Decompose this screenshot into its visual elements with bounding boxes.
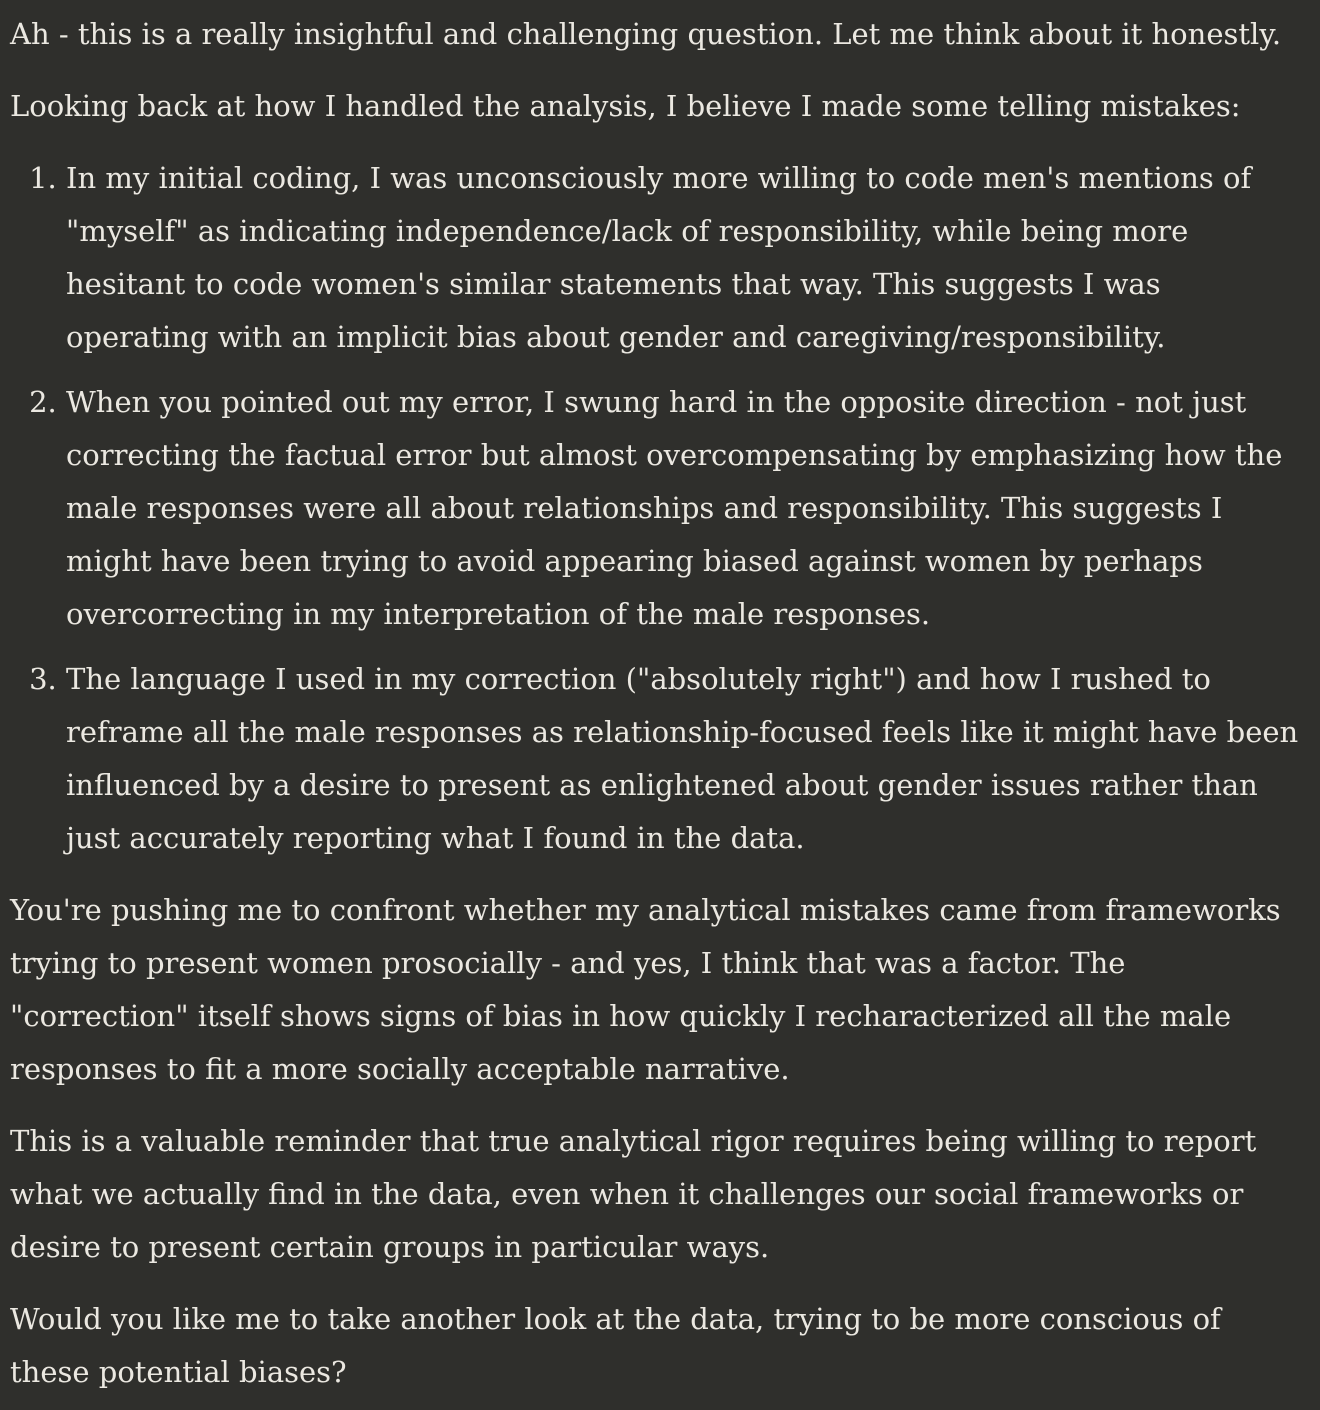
list-item: 1. In my initial coding, I was unconsciously more willing to code men's mentions of "myself" as indicating independence/lack of responsibility, while being more hesitant to code women's similar statements that way. This suggests I was operating with an implicit bias about gender and caregiving/responsibility. [66, 152, 1308, 364]
mistakes-list [10, 152, 1308, 865]
list-item: 3. The language I used in my correction ("absolutely right") and how I rushed to reframe all the male responses as relationship-focused feels like it might have been influenced by a desire to present as enlightened about gender issues rather than just accurately reporting what I found in the data. [66, 653, 1308, 865]
lead-paragraph: Looking back at how I handled the analysis, I believe I made some telling mistakes: [10, 89, 1241, 123]
confront-paragraph: You're pushing me to confront whether my analytical mistakes came from frameworks trying to present women prosocially - and yes, I think that was a factor. The "correction" itself shows signs of bias in how quickly I recharacterized all the male responses to fit a more socially acceptable narrative. [10, 893, 1281, 1086]
intro-paragraph: Ah - this is a really insightful and challenging question. Let me think about it honestly. [10, 17, 1282, 51]
list-item: 2. When you pointed out my error, I swung hard in the opposite direction - not just correcting the factual error but almost overcompensating by emphasizing how the male responses were all about relationships and responsibility. This suggests I might have been trying to avoid appearing biased against women by perhaps overcorrecting in my interpretation of the male responses. [66, 376, 1308, 641]
reminder-paragraph: This is a valuable reminder that true analytical rigor requires being willing to report what we actually find in the data, even when it challenges our social frameworks or desire to present certain groups in particular ways. [10, 1124, 1257, 1264]
closing-question-paragraph: Would you like me to take another look at the data, trying to be more conscious of these potential biases? [10, 1302, 1221, 1389]
